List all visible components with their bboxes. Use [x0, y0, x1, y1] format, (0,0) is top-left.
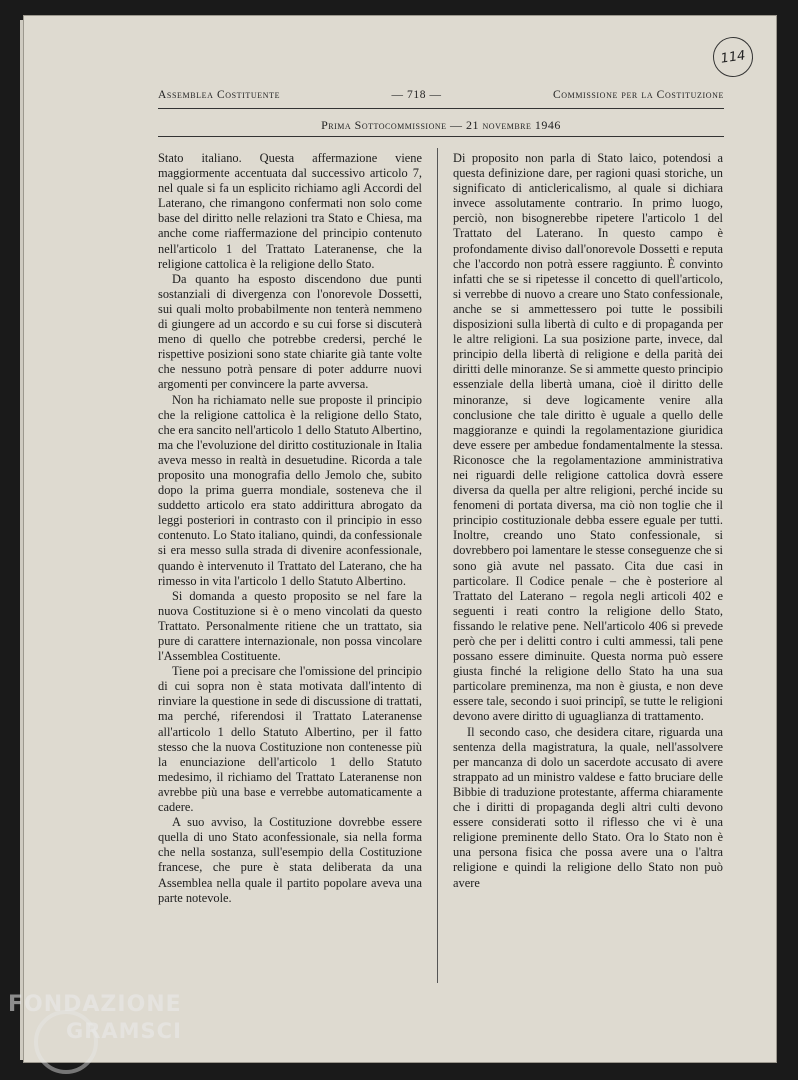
- right-column: [453, 151, 723, 891]
- paragraph: Non ha richiamato nelle sue proposte il principio che la religione cattolica è la religione dello Stato, che era sancito nell'articolo 1 dello Statuto Albertino, ma che l'evoluzione del diritto costituzionale in Italia aveva messo in realtà in desuetudine. Ricorda a tale proposito una monografia dello Jemolo che, subito dopo la prima guerra mondiale, sosteneva che il suddetto articolo era stato addirittura abrogato da leggi posteriori in contrasto con il principio in esso contenuto. Lo Stato italiano, quindi, da confessionale si era messo sulla strada di divenire aconfessionale, quando è intervenuto il Trattato del Laterano, che ha rimesso in vita l'articolo 1 dello Statuto Albertino.: [158, 392, 422, 588]
- running-header: [158, 89, 724, 101]
- header-left: Assemblea Costituente: [158, 89, 281, 101]
- paragraph: Da quanto ha esposto discendono due punti sostanziali di divergenza con l'onorevole Dossetti, sui quali molto probabilmente non tenterà nemmeno di giungere ad un accordo e su cui forse si discuterà meno di quello che potrebbe credersi, perché le rispettive posizioni sono state chiarite già tante volte che nessuno potrà pensare di poter addurre nuovi argomenti per convincere la parte avversa.: [158, 271, 422, 392]
- left-column: [158, 151, 422, 906]
- header-rule: [158, 108, 724, 109]
- paragraph: Di proposito non parla di Stato laico, potendosi a questa definizione dare, per ragioni quasi storiche, un significato di anticlericalismo, al quale si dichiara invece assolutamente contrario. In primo luogo, perciò, non bisognerebbe ripetere l'articolo 1 del Trattato del Laterano. In questo campo è profondamente diviso dall'onorevole Dossetti e reputa che l'accordo non potrà essere raggiunto. È convinto infatti che se si ripetesse il concetto di quell'articolo, si verrebbe di nuovo a creare uno Stato confessionale, anche se si ammettessero poi tutte le possibili disposizioni sulla libertà di culto e di propaganda per le altre religioni. La sua posizione parte, invece, dal principio della libertà di religione e della parità dei diritti delle minoranze. Se si ammette questo principio essenziale della libertà umana, cioè il diritto delle minoranze, si deve logicamente venire alla conclusione che tale diritto è uguale a quello delle maggioranze e quindi la regolamentazione giuridica deve essere per ambedue fondamentalmente la stessa. Riconosce che la regolamentazione amministrativa nei riguardi delle religione cattolica dovrà essere diversa da quella per altre religioni, perché incide su fenomeni di portata diversa, ma ciò non toglie che il principio costituzionale debba essere eguale per tutti. Inoltre, creando uno Stato confessionale, si dovrebbero poi lamentare le stesse conseguenze che si sono già avute nel passato. Cita due casi in particolare. Il Codice penale – che è posteriore al Trattato del Laterano – regola negli articoli 402 e seguenti i reati contro la religione dello Stato, fissando le relative pene. Nell'articolo 406 si prevede però che per i delitti contro i culti ammessi, tali pene possano essere diminuite. Questa norma può essere giusta finché la religione dello Stato ha una sua particolare preminenza, ma non è giusta, e non deve essere tale, secondo i suoi principî, se tutte le religioni devono avere diritto di uguaglianza di trattamento.: [453, 151, 723, 724]
- paragraph: A suo avviso, la Costituzione dovrebbe essere quella di uno Stato aconfessionale, sia nella forma che nella sostanza, sull'esempio della Costituzione francese, che pure è stata deliberata da una Assemblea nella quale il partito popolare aveva una parte notevole.: [158, 815, 422, 905]
- session-header: Prima Sottocommissione — 21 novembre 1946: [321, 118, 561, 132]
- watermark: [8, 992, 182, 1044]
- page-number: — 718 —: [391, 89, 442, 101]
- header-right: Commissione per la Costituzione: [552, 89, 724, 101]
- paragraph: Tiene poi a precisare che l'omissione del principio di cui sopra non è stata motivata dall'intento di rinviare la questione in sede di discussione di trattati, ma perché, riferendosi il Trattato Lateranense all'articolo 1 dello Statuto Albertino, per il fatto stesso che la nuova Costituzione non contenesse più la enunciazione dell'articolo 1 dello Statuto medesimo, il richiamo del Trattato Lateranense non avrebbe più una base e verrebbe automaticamente a cadere.: [158, 664, 422, 815]
- page-number-stamp: 114: [710, 34, 755, 79]
- paragraph: Il secondo caso, che desidera citare, riguarda una sentenza della magistratura, la quale, nell'assolvere per mancanza di dolo un sacerdote accusato di avere strappato ad un ministro valdese e fatto bruciare delle Bibbie di traduzione protestante, afferma chiaramente che i diritti di propaganda degli altri culti devono essere considerati sotto il riflesso che vi è una religione preminente dello Stato. Ora lo Stato non è una persona fisica che possa avere una o l'altra religione e quindi la religione dello Stato non può avere: [453, 724, 723, 890]
- watermark-line-1: FONDAZIONE: [8, 992, 182, 1017]
- paragraph: Stato italiano. Questa affermazione viene maggiormente accentuata dal successivo articolo 7, nel quale si fa un esplicito richiamo agli Accordi del Laterano, che rimangono confermati non solo come base del diritto nelle relazioni tra Stato e Chiesa, ma anche come riaffermazione del principio contenuto nell'articolo 1 del Trattato Lateranense, che la religione cattolica è la religione dello Stato.: [158, 151, 422, 271]
- watermark-line-2: GRAMSCI: [66, 1019, 182, 1043]
- paragraph: Si domanda a questo proposito se nel fare la nuova Costituzione si è o meno vincolati da questo Trattato. Personalmente ritiene che un trattato, sia pure di carattere internazionale, non possa vincolare l'Assemblea Costituente.: [158, 588, 422, 664]
- column-divider: [437, 148, 438, 983]
- subheader-rule: [158, 136, 724, 137]
